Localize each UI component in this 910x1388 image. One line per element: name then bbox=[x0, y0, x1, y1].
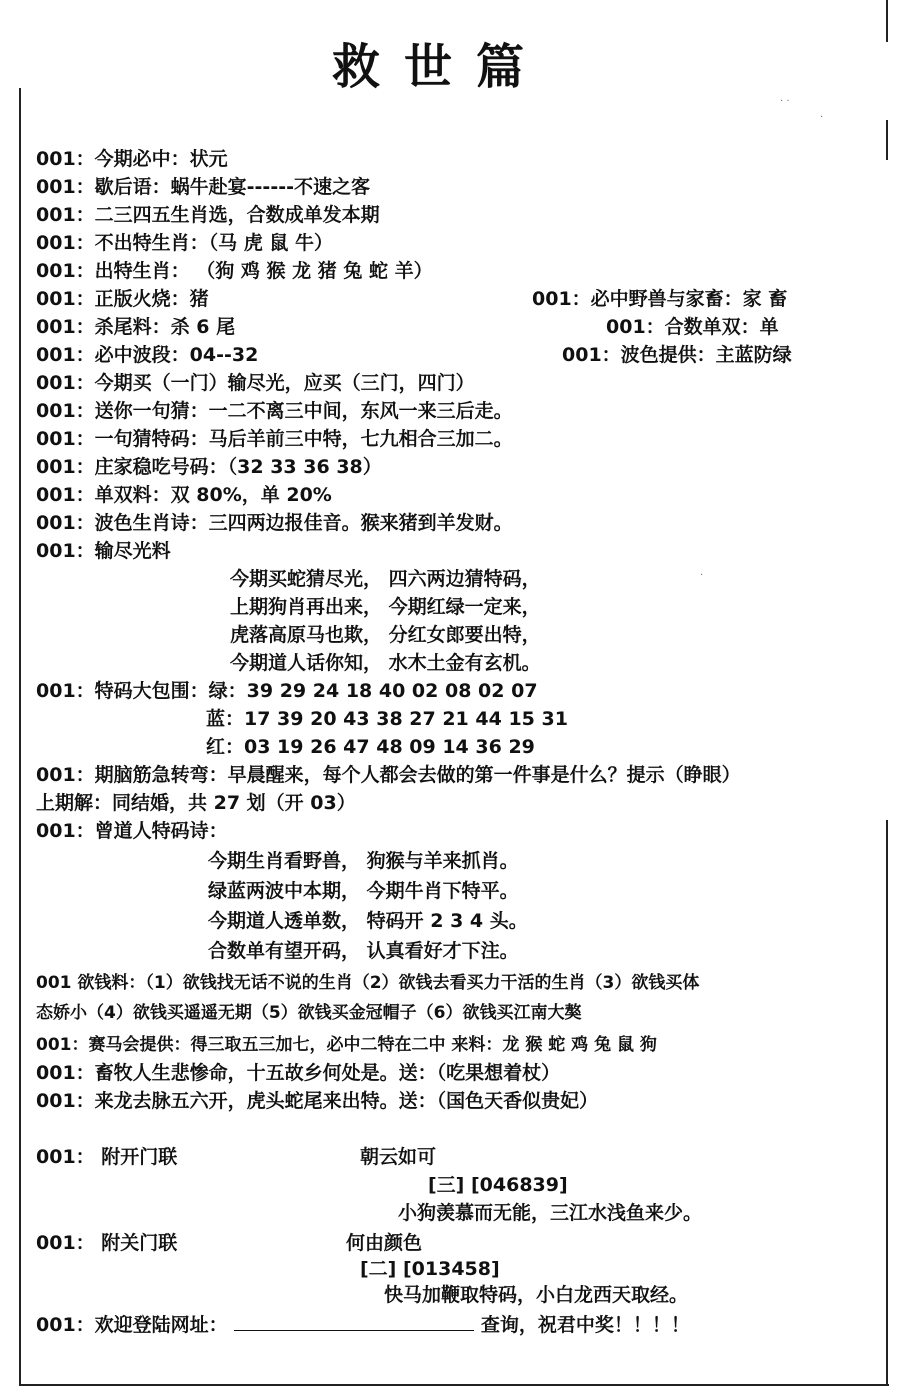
text-line: 001：波色生肖诗：三四两边报佳音。猴来猪到羊发财。 bbox=[36, 512, 513, 534]
text-line: 001：赛马会提供：得三取五三加七，必中二特在二中 来料：龙 猴 蛇 鸡 兔 鼠 狗 bbox=[36, 1035, 657, 1055]
text-line: 001：输尽光料 bbox=[36, 540, 171, 562]
text-line: 001：一句猜特码：马后羊前三中特，七九相合三加二。 bbox=[36, 428, 513, 450]
poem-line: 绿蓝两波中本期， 今期牛肖下特平。 bbox=[208, 880, 519, 902]
text-line: 001：二三四五生肖选，合数成单发本期 bbox=[36, 204, 380, 226]
text-line: 001：期脑筋急转弯：早晨醒来，每个人都会去做的第一件事是什么？提示（睁眼） bbox=[36, 764, 741, 786]
poem-line: 今期道人话你知， 水木土金有玄机。 bbox=[230, 652, 541, 674]
page-border-right bbox=[886, 820, 888, 1386]
page-border-bottom bbox=[19, 1384, 889, 1386]
text-line: [二] [013458] bbox=[360, 1258, 500, 1280]
poem-line: 上期狗肖再出来， 今期红绿一定来， bbox=[230, 596, 541, 618]
text-line: 001：必中野兽与家畜：家 畜 bbox=[532, 288, 788, 310]
text-line: 态娇小（4）欲钱买遥遥无期（5）欲钱买金冠帽子（6）欲钱买江南大獒 bbox=[36, 1003, 582, 1023]
text-line: 001： 附关门联 bbox=[36, 1232, 178, 1254]
text-line bbox=[36, 1312, 690, 1338]
text-line: 001：特码大包围：绿：39 29 24 18 40 02 08 02 07 bbox=[36, 680, 538, 702]
text-line: 上期解：同结婚，共 27 划（开 03） bbox=[36, 792, 356, 814]
text-line: 朝云如可 bbox=[360, 1146, 437, 1168]
text-line: 001：正版火烧：猪 bbox=[36, 288, 209, 310]
page-border-right-top bbox=[886, 0, 888, 42]
text-line: 蓝：17 39 20 43 38 27 21 44 15 31 bbox=[206, 708, 568, 730]
website-blank-line bbox=[234, 1312, 474, 1331]
poem-line: 合数单有望开码， 认真看好才下注。 bbox=[208, 940, 519, 962]
text-line: 小狗羡慕而无能，三江水浅鱼来少。 bbox=[398, 1202, 703, 1224]
website-label: 001：欢迎登陆网址： bbox=[36, 1314, 228, 1336]
poem-line: 虎落高原马也欺， 分红女郎要出特， bbox=[230, 624, 541, 646]
text-line: 001：今期必中：状元 bbox=[36, 148, 228, 170]
text-line: 001 欲钱料：（1）欲钱找无话不说的生肖（2）欲钱去看买力干活的生肖（3）欲钱买体 bbox=[36, 973, 700, 993]
text-line: 001：来龙去脉五六开，虎头蛇尾来出特。送：（国色天香似贵妃） bbox=[36, 1090, 599, 1112]
text-line: 001：波色提供：主蓝防绿 bbox=[562, 344, 792, 366]
text-line: 红：03 19 26 47 48 09 14 36 29 bbox=[206, 736, 535, 758]
text-line: [三] [046839] bbox=[428, 1174, 568, 1196]
text-line: 001：送你一句猜：一二不离三中间，东风一来三后走。 bbox=[36, 400, 513, 422]
page-border-right-mid bbox=[886, 120, 888, 160]
text-line: 001：歇后语：蜗牛赴宴------不速之客 bbox=[36, 176, 370, 198]
text-line: 001：畜牧人生悲惨命，十五故乡何处是。送：（吃果想着杖） bbox=[36, 1062, 561, 1084]
poem-line: 今期买蛇猜尽光， 四六两边猜特码， bbox=[230, 568, 541, 590]
poem-line: 今期生肖看野兽， 狗猴与羊来抓肖。 bbox=[208, 850, 519, 872]
text-line: 001：单双料：双 80%，单 20% bbox=[36, 484, 332, 506]
text-line: 001：杀尾料：杀 6 尾 bbox=[36, 316, 236, 338]
poem-line: 今期道人透单数， 特码开 2 3 4 头。 bbox=[208, 910, 528, 932]
text-line: 001：必中波段：04--32 bbox=[36, 344, 259, 366]
text-line: 001：不出特生肖：（马 虎 鼠 牛） bbox=[36, 232, 334, 254]
scan-speck: · bbox=[820, 112, 824, 123]
page-border-left bbox=[19, 88, 21, 1386]
text-line: 001：今期买（一门）输尽光，应买（三门，四门） bbox=[36, 372, 475, 394]
text-line: 快马加鞭取特码，小白龙西天取经。 bbox=[384, 1284, 689, 1306]
website-suffix: 查询，祝君中奖！！！！ bbox=[480, 1314, 690, 1336]
text-line: 001： 附开门联 bbox=[36, 1146, 178, 1168]
text-line: 何由颜色 bbox=[346, 1232, 423, 1254]
page-title: 救世篇 bbox=[331, 39, 548, 95]
text-line: 001：曾道人特码诗： bbox=[36, 820, 228, 842]
text-line: 001：合数单双：单 bbox=[606, 316, 779, 338]
scan-speck: · bbox=[700, 570, 704, 581]
scan-speck: · · bbox=[780, 96, 790, 107]
text-line: 001：庄家稳吃号码：（32 33 36 38） bbox=[36, 456, 382, 478]
text-line: 001：出特生肖： （狗 鸡 猴 龙 猪 兔 蛇 羊） bbox=[36, 260, 433, 282]
